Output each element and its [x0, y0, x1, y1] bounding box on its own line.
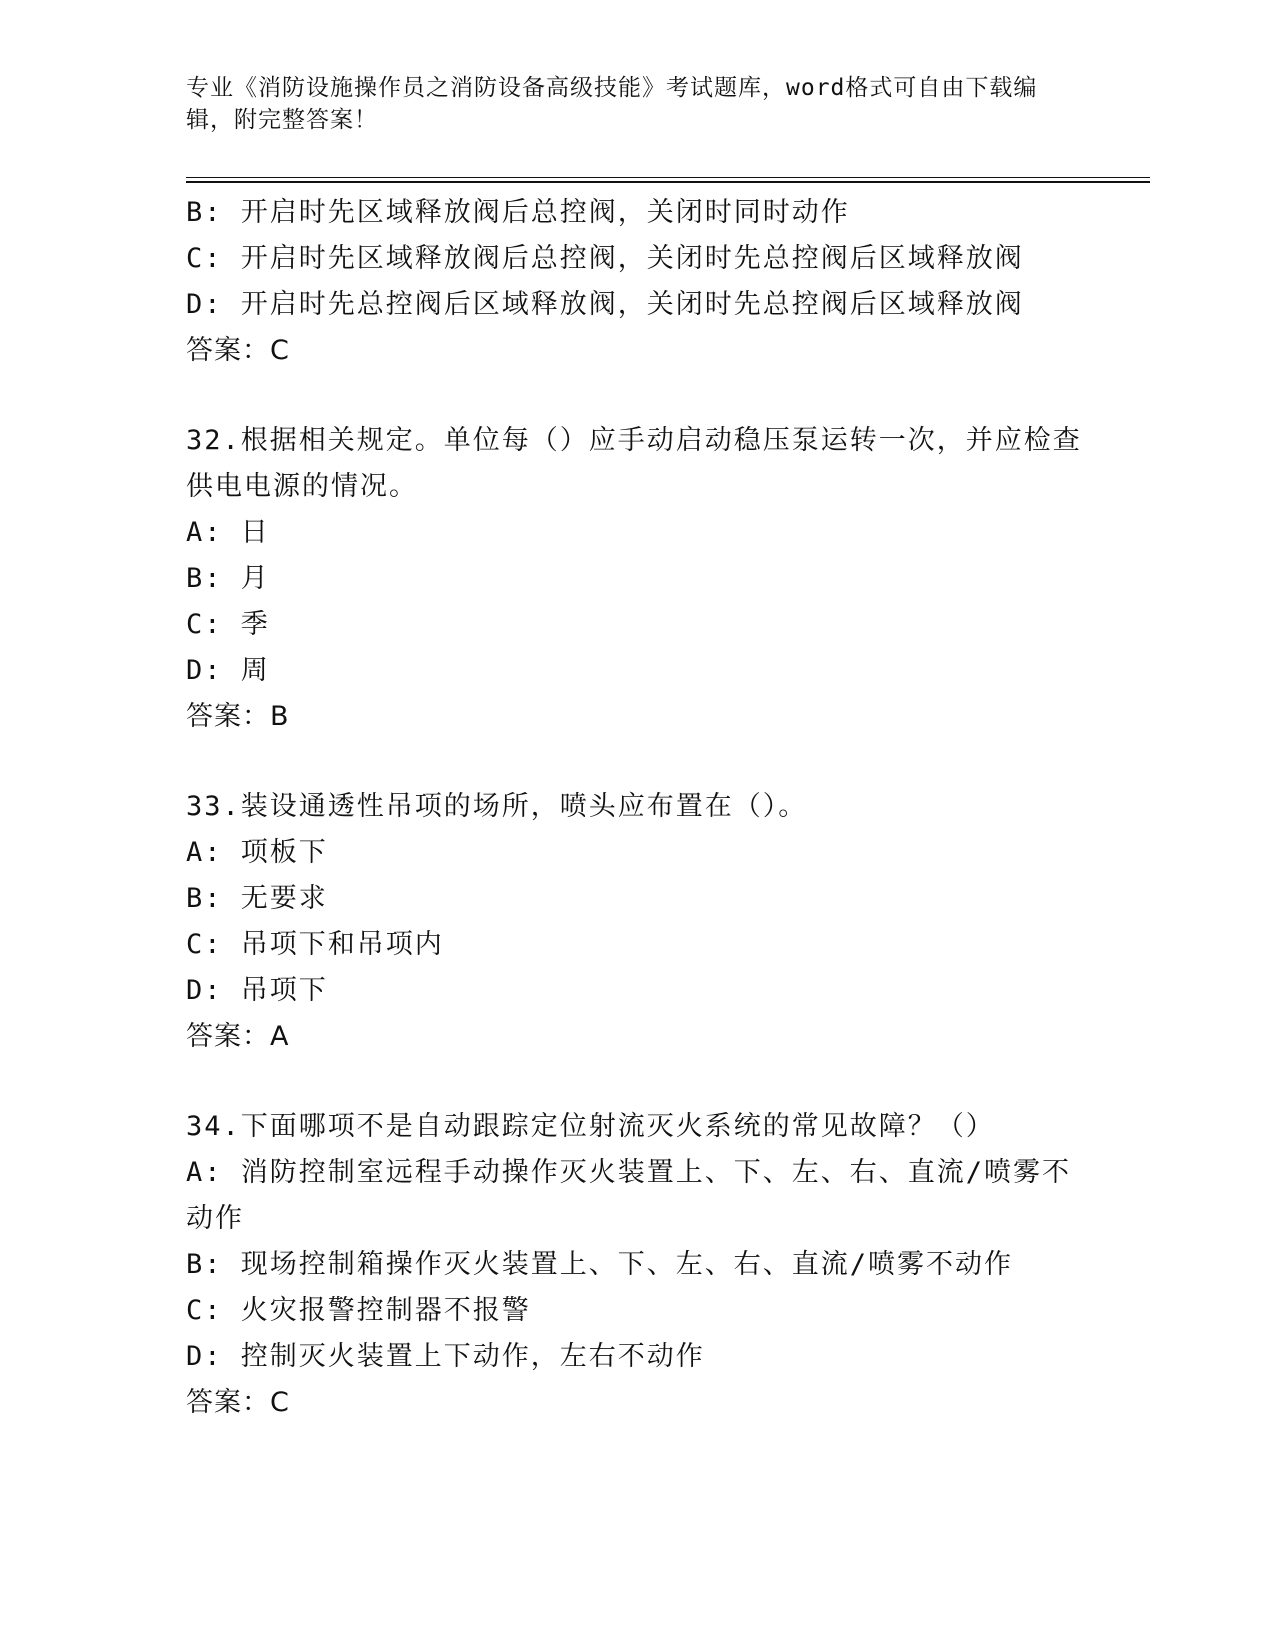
option-b: B: 月 — [186, 563, 270, 594]
option-a: A: 消防控制室远程手动操作灭火装置上、下、左、右、直流/喷雾不动作 — [186, 1157, 1072, 1234]
answer-line: 答案：A — [186, 1021, 290, 1052]
option-a: A: 项板下 — [186, 837, 328, 868]
question-stem: 33.装设通透性吊项的场所，喷头应布置在（）。 — [186, 791, 808, 822]
option-d: D: 控制灭火装置上下动作，左右不动作 — [186, 1341, 705, 1372]
header-rule-thin — [186, 177, 1150, 178]
option-d: D: 周 — [186, 655, 270, 686]
document-intro: 专业《消防设施操作员之消防设备高级技能》考试题库，word格式可自由下载编辑，附完整答案！ — [186, 75, 1038, 133]
option-c: C: 吊项下和吊项内 — [186, 929, 444, 960]
question-stem: 32.根据相关规定。单位每（）应手动启动稳压泵运转一次，并应检查供电电源的情况。 — [186, 425, 1082, 502]
question-33 — [186, 784, 1086, 1060]
option-c: C: 火灾报警控制器不报警 — [186, 1295, 531, 1326]
header-rule-thick — [186, 181, 1150, 183]
option-d: D: 吊项下 — [186, 975, 328, 1006]
option-d: D: 开启时先总控阀后区域释放阀，关闭时先总控阀后区域释放阀 — [186, 289, 1024, 320]
option-c: C: 开启时先区域释放阀后总控阀，关闭时先总控阀后区域释放阀 — [186, 243, 1024, 274]
answer-line: 答案：C — [186, 335, 290, 366]
question-32 — [186, 418, 1086, 740]
answer-line: 答案：B — [186, 701, 290, 732]
option-c: C: 季 — [186, 609, 270, 640]
option-b: B: 现场控制箱操作灭火装置上、下、左、右、直流/喷雾不动作 — [186, 1249, 1014, 1280]
question-34 — [186, 1104, 1086, 1426]
option-a: A: 日 — [186, 517, 270, 548]
option-b: B: 开启时先区域释放阀后总控阀，关闭时同时动作 — [186, 197, 850, 228]
continued-question — [186, 190, 1086, 374]
answer-line: 答案：C — [186, 1387, 290, 1418]
question-list — [186, 190, 1086, 1426]
question-stem: 34.下面哪项不是自动跟踪定位射流灭火系统的常见故障？（） — [186, 1111, 995, 1142]
option-b: B: 无要求 — [186, 883, 328, 914]
